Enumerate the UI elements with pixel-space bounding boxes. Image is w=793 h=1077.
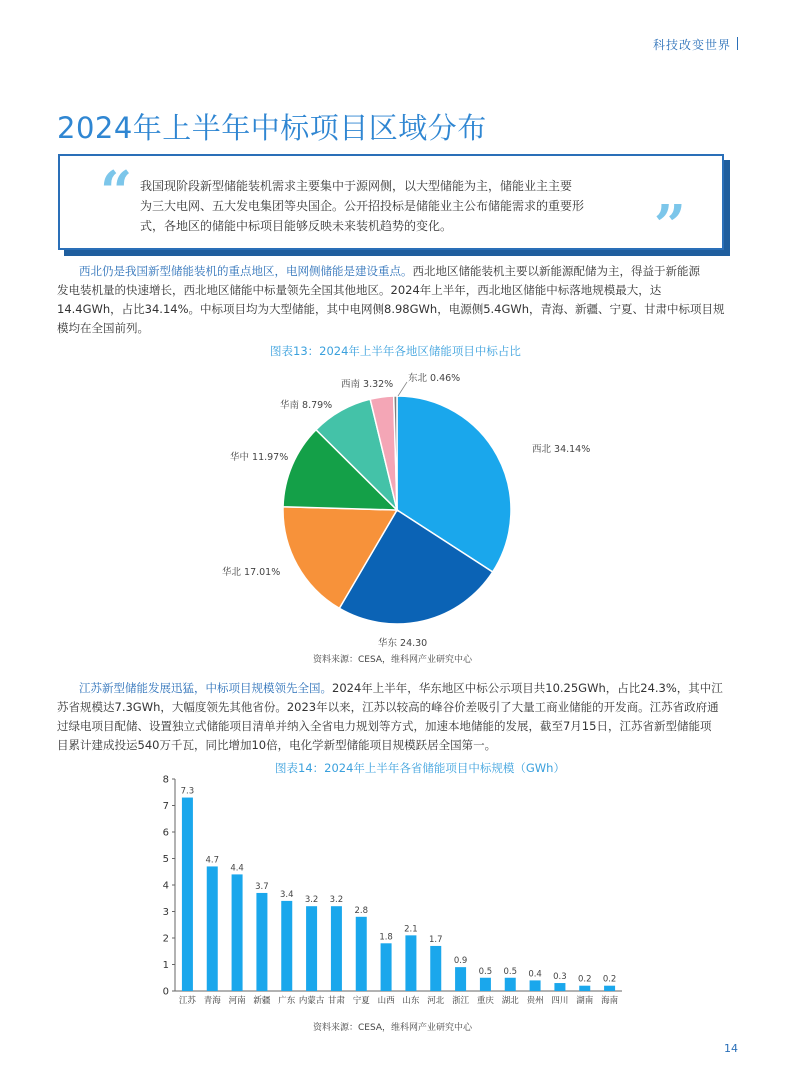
close-quote-icon: ”: [653, 193, 686, 259]
x-tick-label: 河南: [228, 996, 246, 1006]
bar-value-label: 3.7: [255, 881, 269, 892]
chart13-source: 资料来源：CESA，维科网产业研究中心: [313, 655, 473, 665]
y-tick-label: 7: [162, 801, 169, 812]
x-tick-label: 四川: [551, 996, 569, 1006]
x-tick-label: 湖北: [501, 996, 519, 1006]
y-tick-label: 8: [162, 774, 169, 786]
paragraph-line: 14.4GWh，占比34.14%。中标项目均为大型储能，其中电网侧8.98GWh，电源侧5.4GWh，青海、新疆、宁夏、甘肃中标项目规: [57, 302, 725, 316]
x-tick-label: 浙江: [452, 996, 470, 1006]
bar-湖南: [579, 986, 590, 991]
pie-label: 西北 34.14%: [532, 444, 591, 455]
x-tick-label: 宁夏: [352, 996, 370, 1006]
bar-value-label: 0.4: [528, 969, 542, 980]
paragraph-text: 2024年上半年，华东地区中标公示项目共10.25GWh，占比24.3%，其中江: [332, 681, 723, 695]
bar-value-label: 3.4: [279, 889, 294, 900]
y-tick-label: 3: [162, 907, 169, 918]
pie-leader-line: [398, 382, 407, 396]
y-tick-label: 2: [162, 933, 169, 945]
y-tick-label: 6: [162, 827, 169, 839]
x-tick-label: 江苏: [178, 996, 196, 1006]
paragraph-line: 过绿电项目配储、设置独立式储能项目清单并纳入全省电力规划等方式，加速本地储能的发展，截至7月15日，江苏省新型储能项: [57, 719, 712, 733]
x-tick-label: 山东: [402, 996, 420, 1006]
y-tick-label: 1: [162, 960, 169, 971]
pie-label: 华东 24.30: [378, 638, 428, 649]
x-tick-label: 内蒙古: [298, 996, 325, 1006]
pie-label: 西南 3.32%: [341, 379, 394, 390]
paragraph-line: [57, 679, 743, 698]
chart14-title: 图表14：2024年上半年各省储能项目中标规模（GWh）: [275, 761, 565, 775]
bar-河北: [430, 946, 441, 991]
paragraph-line: [57, 262, 743, 281]
y-tick-label: 4: [162, 880, 169, 892]
paragraph-line: 苏省规模达7.3GWh，大幅度领先其他省份。2023年以来，江苏以较高的峰谷价差吸引了大量工商业储能的开发商。江苏省政府通: [57, 700, 719, 714]
header-divider: [737, 37, 738, 50]
bar-海南: [604, 986, 615, 991]
bar-value-label: 4.7: [205, 855, 220, 866]
paragraph-line: 目累计建成投运540万千瓦，同比增加10倍，电化学新型储能项目规模跃居全国第一。: [57, 738, 497, 752]
paragraph-lead: 江苏新型储能发展迅猛，中标项目规模领先全国。: [79, 681, 332, 695]
paragraph-text: 西北地区储能装机主要以新能源配储为主，得益于新能源: [412, 264, 700, 278]
bar-value-label: 2.8: [354, 905, 369, 916]
paragraph-jiangsu: [57, 679, 743, 755]
quote-line: 式，各地区的储能中标项目能够反映未来装机趋势的变化。: [140, 219, 453, 233]
bar-四川: [554, 983, 565, 991]
bar-贵州: [530, 980, 541, 991]
y-tick-label: 0: [162, 986, 169, 998]
bar-新疆: [256, 893, 267, 991]
bar-value-label: 0.2: [577, 974, 592, 985]
x-tick-label: 湖南: [576, 996, 594, 1006]
bar-宁夏: [356, 917, 367, 991]
bar-value-label: 1.7: [428, 934, 443, 945]
quote-text: [140, 176, 620, 236]
bar-河南: [232, 874, 243, 991]
bar-value-label: 3.2: [329, 895, 344, 906]
quote-box: [58, 154, 724, 259]
bar-value-label: 0.2: [602, 974, 617, 985]
x-tick-label: 重庆: [476, 996, 494, 1006]
bar-value-label: 0.9: [453, 956, 468, 967]
bar-value-label: 0.5: [478, 966, 493, 977]
paragraph-line: 模均在全国前列。: [57, 321, 149, 335]
bar-山西: [381, 943, 392, 991]
bar-value-label: 2.1: [404, 924, 418, 935]
x-tick-label: 广东: [278, 996, 296, 1006]
bar-chart: [0, 770, 793, 1015]
bar-value-label: 0.5: [503, 966, 518, 977]
paragraph-line: 发电装机量的快速增长，西北地区储能中标量领先全国其他地区。2024年上半年，西北地区储能中标落地规模最大，达: [57, 283, 662, 297]
paragraph-northwest: [57, 262, 743, 338]
x-tick-label: 甘肃: [327, 996, 345, 1006]
header-section-title: 科技改变世界: [652, 38, 731, 52]
pie-chart: [0, 360, 793, 650]
bar-江苏: [182, 798, 193, 991]
quote-line: 为三大电网、五大发电集团等央国企。公开招投标是储能业主公布储能需求的重要形: [140, 199, 585, 213]
x-tick-label: 海南: [601, 996, 619, 1006]
pie-label: 华北 17.01%: [222, 567, 281, 578]
y-tick-label: 5: [162, 854, 169, 865]
pie-label: 华南 8.79%: [280, 400, 333, 411]
bar-value-label: 4.4: [230, 863, 244, 874]
page-title: 2024年上半年中标项目区域分布: [57, 111, 487, 145]
open-quote-icon: “: [100, 159, 133, 225]
bar-山东: [405, 935, 416, 991]
page-number: 14: [724, 1042, 738, 1055]
bar-浙江: [455, 967, 466, 991]
pie-label: 华中 11.97%: [230, 452, 289, 463]
paragraph-lead: 西北仍是我国新型储能装机的重点地区，电网侧储能是建设重点。: [79, 264, 413, 278]
quote-line: 我国现阶段新型储能装机需求主要集中于源网侧，以大型储能为主，储能业主主要: [140, 179, 573, 193]
x-tick-label: 贵州: [526, 996, 544, 1006]
bar-甘肃: [331, 906, 342, 991]
bar-青海: [207, 866, 218, 991]
bar-内蒙古: [306, 906, 317, 991]
bar-value-label: 0.3: [553, 972, 567, 983]
bar-value-label: 1.8: [379, 932, 393, 943]
chart13-title: 图表13：2024年上半年各地区储能项目中标占比: [270, 344, 521, 358]
chart14-source: 资料来源：CESA，维科网产业研究中心: [313, 1023, 473, 1033]
bar-湖北: [505, 978, 516, 991]
bar-value-label: 7.3: [180, 786, 195, 797]
pie-label: 东北 0.46%: [408, 373, 461, 384]
x-tick-label: 山西: [377, 996, 395, 1006]
bar-value-label: 3.2: [304, 895, 319, 906]
x-tick-label: 青海: [203, 996, 221, 1006]
bar-广东: [281, 901, 292, 991]
bar-重庆: [480, 978, 491, 991]
x-tick-label: 河北: [427, 996, 445, 1006]
x-tick-label: 新疆: [253, 996, 271, 1006]
